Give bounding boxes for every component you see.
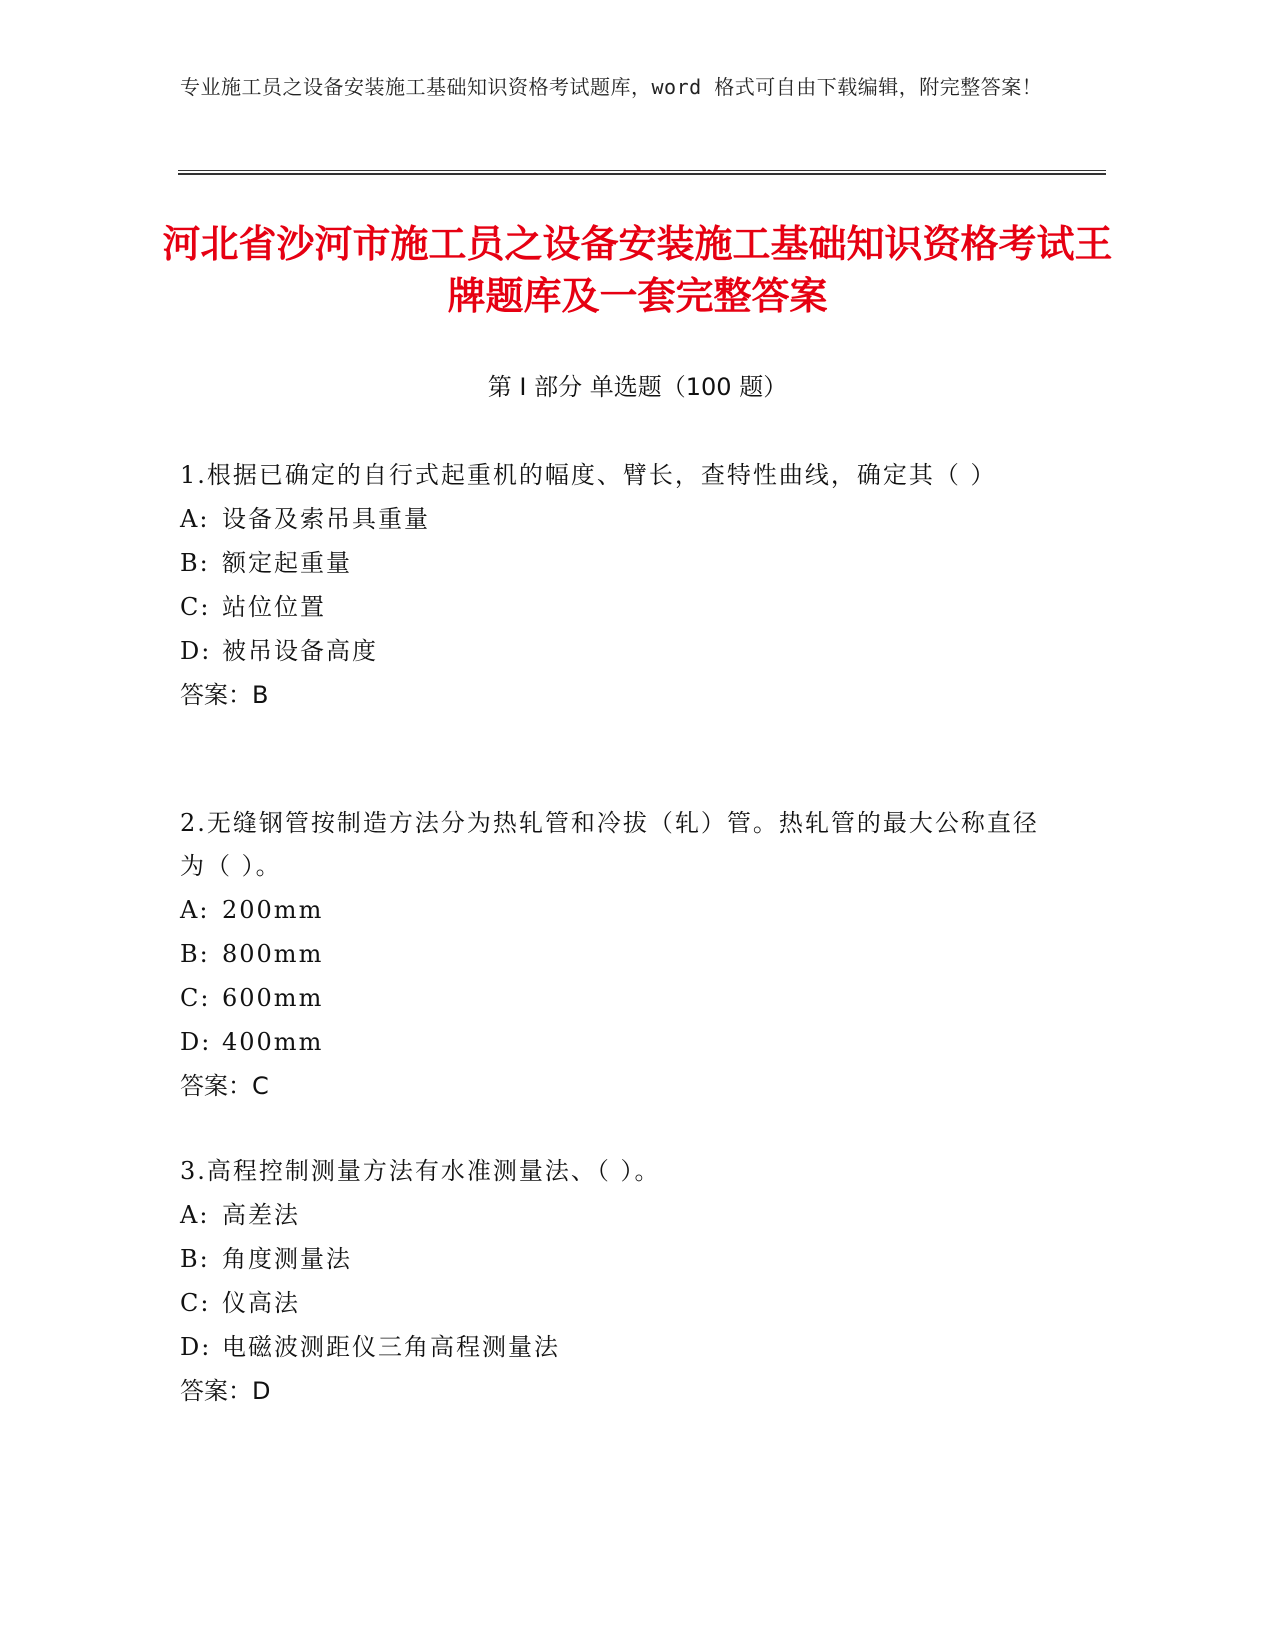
question-1 <box>180 454 1060 717</box>
option-letter: C: <box>180 984 211 1012</box>
option-text: 角度测量法 <box>222 1245 352 1273</box>
option-text: 仪高法 <box>222 1289 300 1317</box>
option-text: 200mm <box>222 896 324 924</box>
option-b <box>180 1237 1060 1281</box>
option-letter: B: <box>180 940 210 968</box>
section-heading: 第 I 部分 单选题（100 题） <box>487 373 788 401</box>
document-title: 河北省沙河市施工员之设备安装施工基础知识资格考试王牌题库及一套完整答案 <box>162 222 1113 318</box>
option-a <box>180 888 1060 932</box>
option-c <box>180 1281 1060 1325</box>
option-c <box>180 585 1060 629</box>
option-text: 站位位置 <box>222 593 326 621</box>
question-stem: 1.根据已确定的自行式起重机的幅度、臂长，查特性曲线，确定其（ ） <box>180 461 997 489</box>
option-text: 电磁波测距仪三角高程测量法 <box>222 1333 560 1361</box>
option-letter: C: <box>180 593 211 621</box>
option-text: 高差法 <box>222 1201 300 1229</box>
option-a <box>180 1193 1060 1237</box>
answer: 答案：B <box>180 681 269 709</box>
option-letter: D: <box>180 637 212 665</box>
option-d <box>180 1325 1060 1369</box>
answer: 答案：C <box>180 1072 269 1100</box>
option-letter: D: <box>180 1028 212 1056</box>
option-d <box>180 629 1060 673</box>
option-letter: A: <box>180 896 210 924</box>
option-letter: A: <box>180 1201 210 1229</box>
question-stem: 3.高程控制测量方法有水准测量法、（ ）。 <box>180 1157 661 1185</box>
question-2 <box>180 802 1060 1108</box>
option-letter: B: <box>180 1245 210 1273</box>
option-b <box>180 541 1060 585</box>
question-3 <box>180 1150 1060 1413</box>
option-letter: D: <box>180 1333 212 1361</box>
question-stem: 2.无缝钢管按制造方法分为热轧管和冷拔（轧）管。热轧管的最大公称直径为（ ）。 <box>180 809 1039 880</box>
answer: 答案：D <box>180 1377 271 1405</box>
option-letter: B: <box>180 549 210 577</box>
option-text: 被吊设备高度 <box>222 637 378 665</box>
option-letter: C: <box>180 1289 211 1317</box>
header-divider <box>178 170 1106 175</box>
option-b <box>180 932 1060 976</box>
option-d <box>180 1020 1060 1064</box>
option-text: 800mm <box>222 940 324 968</box>
header-note: 专业施工员之设备安装施工基础知识资格考试题库，word 格式可自由下载编辑，附完整答案！ <box>180 75 1043 99</box>
option-letter: A: <box>180 505 210 533</box>
option-c <box>180 976 1060 1020</box>
option-text: 额定起重量 <box>222 549 352 577</box>
option-text: 设备及索吊具重量 <box>222 505 430 533</box>
option-a <box>180 497 1060 541</box>
option-text: 600mm <box>222 984 324 1012</box>
option-text: 400mm <box>222 1028 324 1056</box>
